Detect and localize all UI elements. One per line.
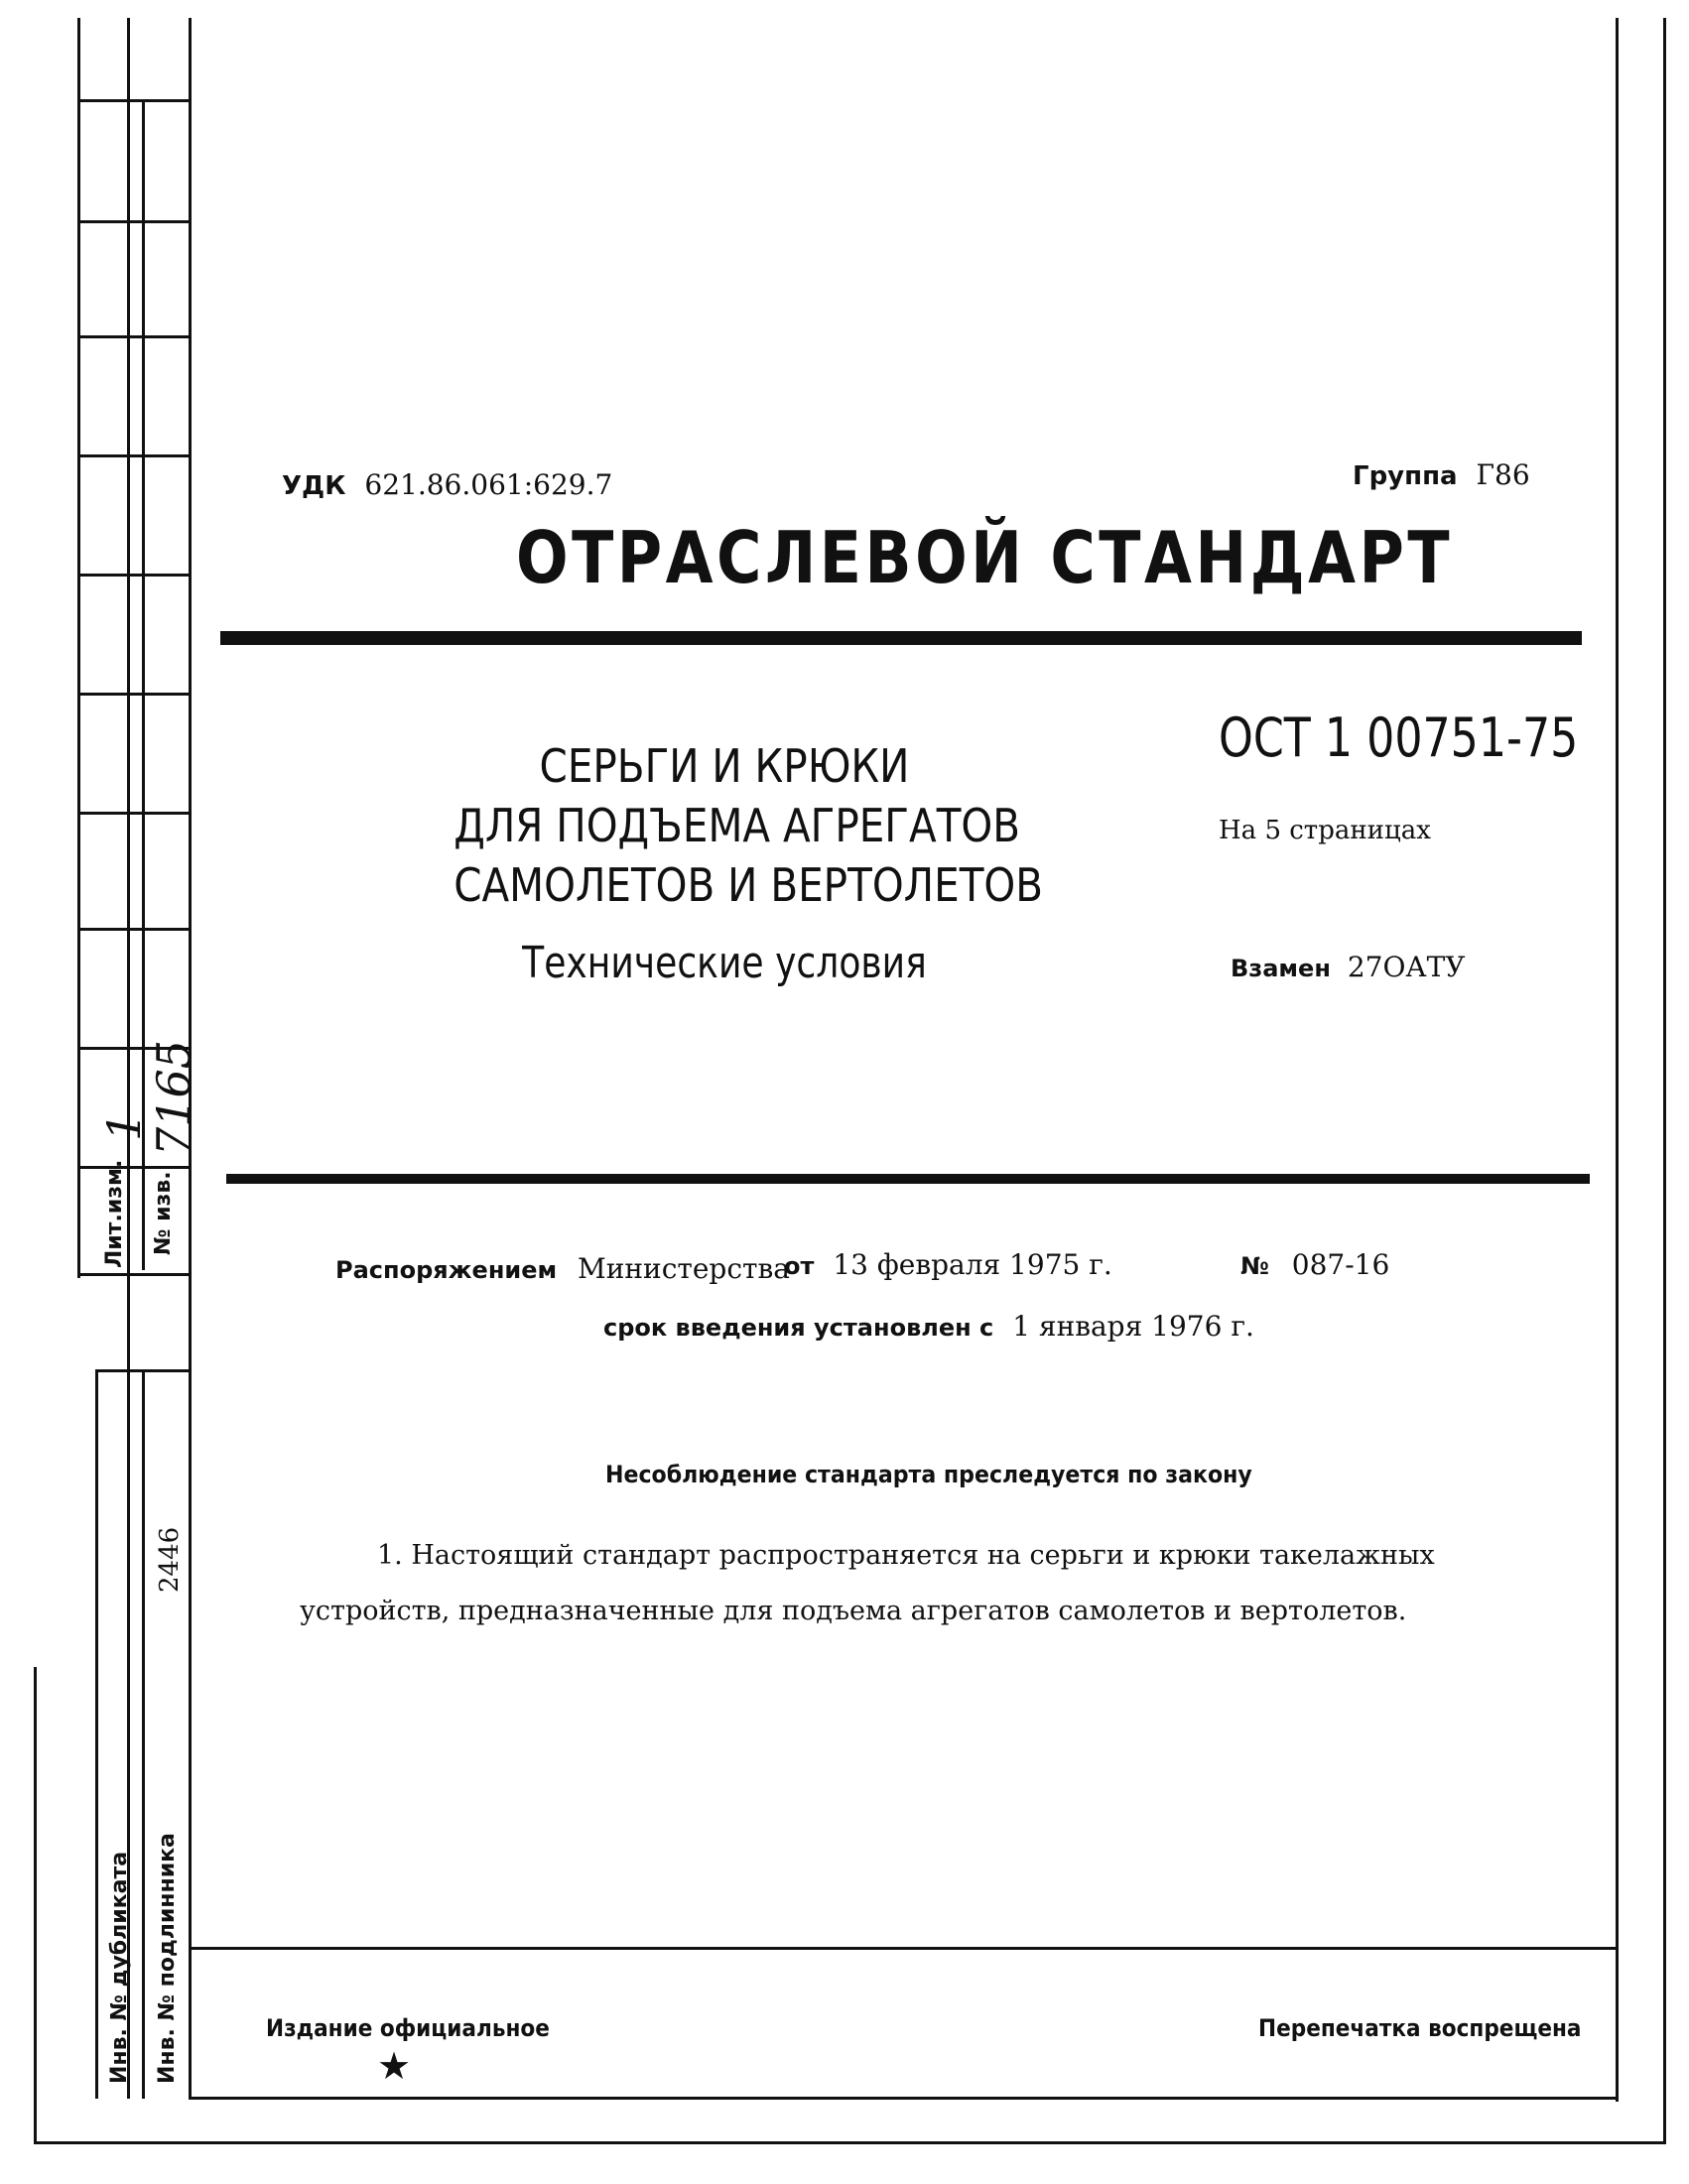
- order-date-value: 13 февраля 1975 г.: [833, 1248, 1112, 1281]
- order-number-label: №: [1240, 1252, 1269, 1280]
- margin-col-2: [142, 99, 145, 1270]
- standard-number: ОСТ 1 00751-75: [1219, 707, 1579, 769]
- margin-row: [79, 220, 189, 223]
- footer-rule: [189, 1947, 1618, 1950]
- udk-line: [282, 468, 612, 501]
- order-number-line: [1240, 1248, 1389, 1281]
- margin-row: [79, 1273, 189, 1276]
- frame-left-inner: [77, 18, 80, 1278]
- margin-inv-podl-value: 2446: [155, 1526, 185, 1593]
- paragraph-line-2: устройств, предназначенные для подъема агрегатов самолетов и вертолетов.: [300, 1596, 1407, 1626]
- frame-left-outer: [34, 1667, 37, 2143]
- frame-right-inner: [1616, 18, 1619, 2102]
- margin-inv-dubl-label: Инв. № дубликата: [107, 1851, 132, 2084]
- standard-title-line-1: СЕРЬГИ И КРЮКИ: [539, 739, 910, 793]
- udk-value: 621.86.061:629.7: [364, 468, 613, 501]
- margin-row: [79, 574, 189, 577]
- margin-row: [79, 454, 189, 457]
- group-line: [1353, 458, 1530, 491]
- order-ministry: Министерства: [578, 1252, 790, 1285]
- law-warning: Несоблюдение стандарта преследуется по закону: [605, 1461, 1252, 1488]
- standard-title: [454, 736, 1044, 915]
- margin-lit-izm-label: Лит.изм.: [102, 1159, 127, 1268]
- standard-title-line-3: САМОЛЕТОВ И ВЕРТОЛЕТОВ: [454, 858, 1044, 912]
- standard-subtitle: Технические условия: [522, 938, 927, 988]
- title-rule: [220, 631, 1582, 645]
- reprint-prohibited: Перепечатка воспрещена: [1258, 2014, 1582, 2042]
- effective-line: [603, 1310, 1254, 1343]
- paragraph-line-1: 1. Настоящий стандарт распространяется на серьги и крюки такелажных: [377, 1540, 1435, 1571]
- margin-col-1: [127, 18, 130, 2099]
- replaces-line: [1231, 951, 1466, 983]
- margin-no-izv-value: 7165: [147, 1039, 200, 1156]
- margin-no-izv-label: № изв.: [151, 1171, 176, 1255]
- main-title: ОТРАСЛЕВОЙ СТАНДАРТ: [516, 516, 1454, 599]
- order-label: Распоряжением: [335, 1256, 558, 1284]
- frame-right-outer: [1663, 18, 1666, 2144]
- order-date-line: [784, 1248, 1112, 1281]
- order-date-label: от: [784, 1252, 815, 1280]
- replaces-label: Взамен: [1231, 955, 1331, 982]
- standard-title-line-2: ДЛЯ ПОДЪЕМА АГРЕГАТОВ: [454, 799, 1021, 852]
- frame-bottom-inner: [189, 2097, 1618, 2100]
- margin-row: [79, 812, 189, 815]
- star-icon: ★: [377, 2044, 412, 2088]
- margin-row: [79, 335, 189, 338]
- order-line: [335, 1252, 790, 1285]
- margin-row: [79, 693, 189, 696]
- replaces-value: 27ОАТУ: [1347, 951, 1466, 983]
- official-edition: Издание официальное: [266, 2014, 550, 2042]
- margin-row: [79, 99, 189, 102]
- margin-row: [79, 928, 189, 931]
- frame-bottom: [34, 2141, 1666, 2144]
- margin-row: [95, 1369, 189, 1372]
- group-value: Г86: [1476, 458, 1530, 491]
- margin-row: [79, 1166, 189, 1169]
- effective-value: 1 января 1976 г.: [1012, 1310, 1254, 1343]
- margin-col-mid-lower: [142, 1369, 145, 2099]
- standard-pages: На 5 страницах: [1219, 816, 1431, 845]
- margin-inv-podl-label: Инв. № подлинника: [155, 1833, 180, 2084]
- margin-col-left-lower: [95, 1369, 98, 2099]
- margin-lit-izm-value: 1: [97, 1111, 151, 1141]
- effective-label: срок введения установлен с: [603, 1314, 994, 1342]
- order-number-value: 087-16: [1291, 1248, 1390, 1281]
- group-label: Группа: [1353, 461, 1458, 491]
- mid-rule: [226, 1174, 1590, 1184]
- udk-label: УДК: [282, 471, 346, 501]
